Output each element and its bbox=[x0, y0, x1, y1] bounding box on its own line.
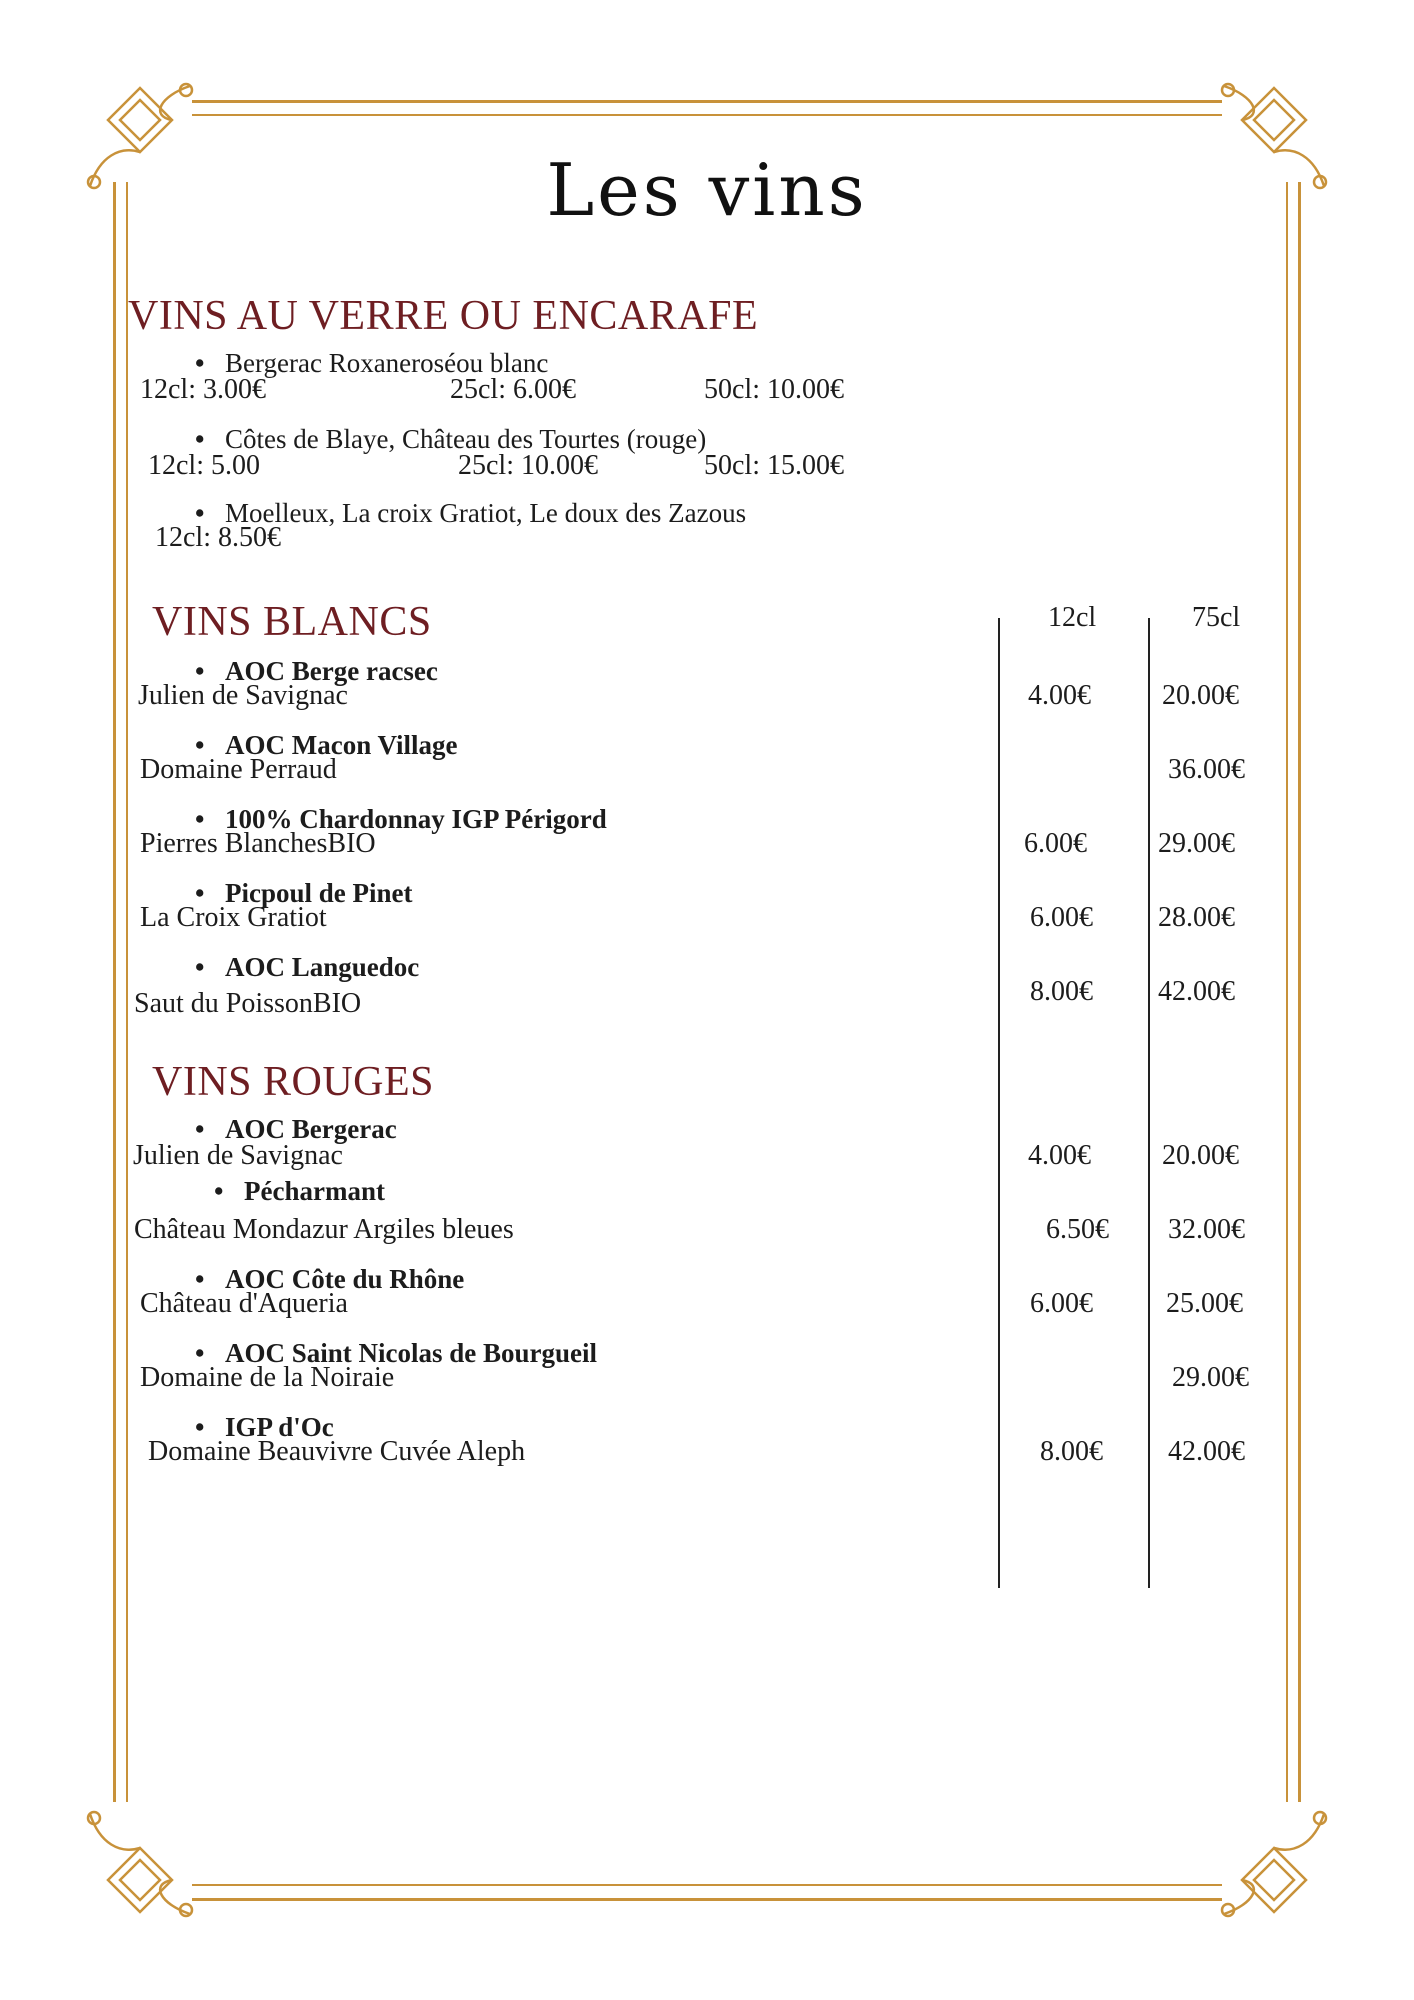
white-wine-name: • AOC Languedoc bbox=[225, 952, 419, 983]
glass-wine-name: • Moelleux, La croix Gratiot, Le doux des Zazous bbox=[225, 498, 746, 529]
red-wine-producer: Château Mondazur Argiles bleues bbox=[134, 1214, 514, 1245]
white-wine-name: • 100% Chardonnay IGP Périgord bbox=[225, 804, 607, 835]
red-wine-name: • AOC Bergerac bbox=[225, 1114, 397, 1145]
red-price-75cl: 42.00€ bbox=[1168, 1436, 1245, 1467]
frame-right-outer bbox=[1298, 182, 1301, 1802]
white-wine-name: • Picpoul de Pinet bbox=[225, 878, 413, 909]
glass-price-50cl: 50cl: 10.00€ bbox=[704, 374, 844, 405]
glass-price-25cl: 25cl: 10.00€ bbox=[458, 450, 598, 481]
red-price-75cl: 20.00€ bbox=[1162, 1140, 1239, 1171]
column-header-75cl: 75cl bbox=[1192, 602, 1241, 633]
frame-left-inner bbox=[126, 182, 128, 1802]
white-price-75cl: 28.00€ bbox=[1158, 902, 1235, 933]
red-price-75cl: 25.00€ bbox=[1166, 1288, 1243, 1319]
red-wine-name: • Pécharmant bbox=[244, 1176, 385, 1207]
glass-price-25cl: 25cl: 6.00€ bbox=[450, 374, 576, 405]
red-price-12cl: 8.00€ bbox=[1040, 1436, 1103, 1467]
red-wine-producer: Julien de Savignac bbox=[133, 1140, 343, 1171]
red-wine-name: • IGP d'Oc bbox=[225, 1412, 334, 1443]
red-wine-name: • AOC Saint Nicolas de Bourgueil bbox=[225, 1338, 597, 1369]
column-divider-right bbox=[1148, 618, 1150, 1588]
corner-ornament-bottom-left bbox=[80, 1804, 200, 1924]
white-price-75cl: 20.00€ bbox=[1162, 680, 1239, 711]
white-price-75cl: 42.00€ bbox=[1158, 976, 1235, 1007]
section-heading-glass: VINS AU VERRE OU ENCARAFE bbox=[128, 293, 759, 339]
section-heading-whites: VINS BLANCS bbox=[152, 599, 432, 645]
page-title: Les vins bbox=[546, 148, 868, 232]
white-wine-producer: Saut du PoissonBIO bbox=[134, 988, 362, 1019]
corner-ornament-bottom-right bbox=[1214, 1804, 1334, 1924]
column-divider-left bbox=[998, 618, 1000, 1588]
glass-price-50cl: 50cl: 15.00€ bbox=[704, 450, 844, 481]
red-price-12cl: 6.00€ bbox=[1030, 1288, 1093, 1319]
glass-wine-name: • Bergerac Roxaneroséou blanc bbox=[225, 348, 548, 379]
red-wine-producer: Domaine de la Noiraie bbox=[140, 1362, 395, 1393]
white-price-12cl: 6.00€ bbox=[1030, 902, 1093, 933]
glass-wine-name: • Côtes de Blaye, Château des Tourtes (rouge) bbox=[225, 424, 706, 455]
frame-left-outer bbox=[113, 182, 116, 1802]
white-wine-producer: Domaine Perraud bbox=[140, 754, 337, 785]
red-price-75cl: 32.00€ bbox=[1168, 1214, 1245, 1245]
red-price-75cl: 29.00€ bbox=[1172, 1362, 1249, 1393]
red-price-12cl: 4.00€ bbox=[1028, 1140, 1091, 1171]
white-price-12cl: 6.00€ bbox=[1024, 828, 1087, 859]
red-price-12cl: 6.50€ bbox=[1046, 1214, 1109, 1245]
section-heading-reds: VINS ROUGES bbox=[152, 1059, 435, 1105]
white-wine-producer: Pierres BlanchesBIO bbox=[140, 828, 376, 859]
white-wine-producer: La Croix Gratiot bbox=[140, 902, 327, 933]
glass-price-12cl: 12cl: 5.00 bbox=[148, 450, 260, 481]
frame-top-inner bbox=[192, 114, 1222, 116]
glass-price-12cl: 12cl: 8.50€ bbox=[155, 522, 281, 553]
frame-bottom-inner bbox=[192, 1884, 1222, 1886]
red-wine-producer: Domaine Beauvivre Cuvée Aleph bbox=[148, 1436, 526, 1467]
white-price-12cl: 4.00€ bbox=[1028, 680, 1091, 711]
frame-right-inner bbox=[1286, 182, 1288, 1802]
frame-top-outer bbox=[192, 100, 1222, 103]
white-price-75cl: 36.00€ bbox=[1168, 754, 1245, 785]
glass-price-12cl: 12cl: 3.00€ bbox=[140, 374, 266, 405]
white-price-12cl: 8.00€ bbox=[1030, 976, 1093, 1007]
white-wine-name: • AOC Berge racsec bbox=[225, 656, 438, 687]
red-wine-name: • AOC Côte du Rhône bbox=[225, 1264, 464, 1295]
frame-bottom-outer bbox=[192, 1898, 1222, 1901]
white-wine-name: • AOC Macon Village bbox=[225, 730, 457, 761]
column-header-12cl: 12cl bbox=[1048, 602, 1097, 633]
white-wine-producer: Julien de Savignac bbox=[138, 680, 348, 711]
red-wine-producer: Château d'Aqueria bbox=[140, 1288, 348, 1319]
white-price-75cl: 29.00€ bbox=[1158, 828, 1235, 859]
